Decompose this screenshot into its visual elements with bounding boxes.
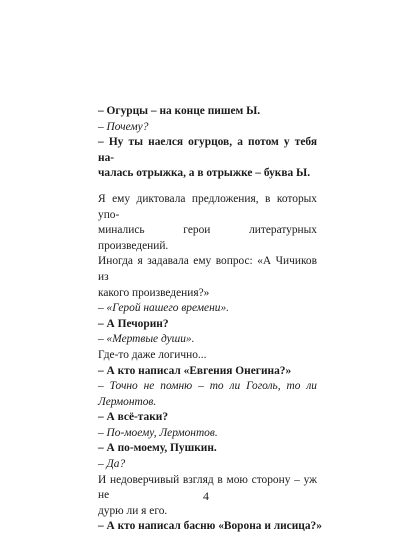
text-line-2: – Почему? — [98, 120, 149, 133]
text-line-12: Где-то даже логично... — [98, 348, 207, 361]
text-line-18: – А по-моему, Пушкин. — [98, 442, 217, 455]
text-line-17: – По-моему, Лермонтов. — [98, 426, 218, 439]
text-line-6: минались герои литературных произведений. — [98, 224, 317, 252]
text-line-22: – А кто написал басню «Ворона и лисица?» — [98, 520, 322, 533]
text-line-3: – Ну ты наелся огурцов, а потом у тебя на- — [98, 136, 317, 164]
text-line-4: чалась отрыжка, а в отрыжке – буква Ы. — [98, 167, 311, 180]
page-text — [98, 104, 322, 535]
text-line-8: какого произведения?» — [98, 286, 210, 299]
text-line-19: – Да? — [98, 458, 126, 471]
text-line-20: И недоверчивый взгляд в мою сторону – уж не — [98, 473, 317, 502]
text-line-5: Я ему диктовала предложения, в которых упо- — [98, 192, 317, 221]
text-line-7: Иногда я задавала ему вопрос: «А Чичиков из — [98, 255, 317, 283]
text-line-21: дурю ли я его. — [98, 504, 168, 517]
text-line-13: – А кто написал «Евгения Онегина?» — [98, 364, 292, 377]
text-line-1: – Огурцы – на конце пишем Ы. — [98, 105, 261, 117]
text-line-10: – А Печорин? — [98, 317, 169, 330]
text-line-9: – «Герой нашего времени». — [98, 302, 229, 315]
text-line-15: Лермонтов. — [98, 395, 157, 408]
text-line-16: – А всё-таки? — [98, 411, 169, 424]
page-number: 4 — [203, 489, 209, 503]
text-line-14: – Точно не помню – то ли Гоголь, то ли — [98, 380, 317, 393]
text-line-11: – «Мертвые души». — [98, 333, 195, 346]
